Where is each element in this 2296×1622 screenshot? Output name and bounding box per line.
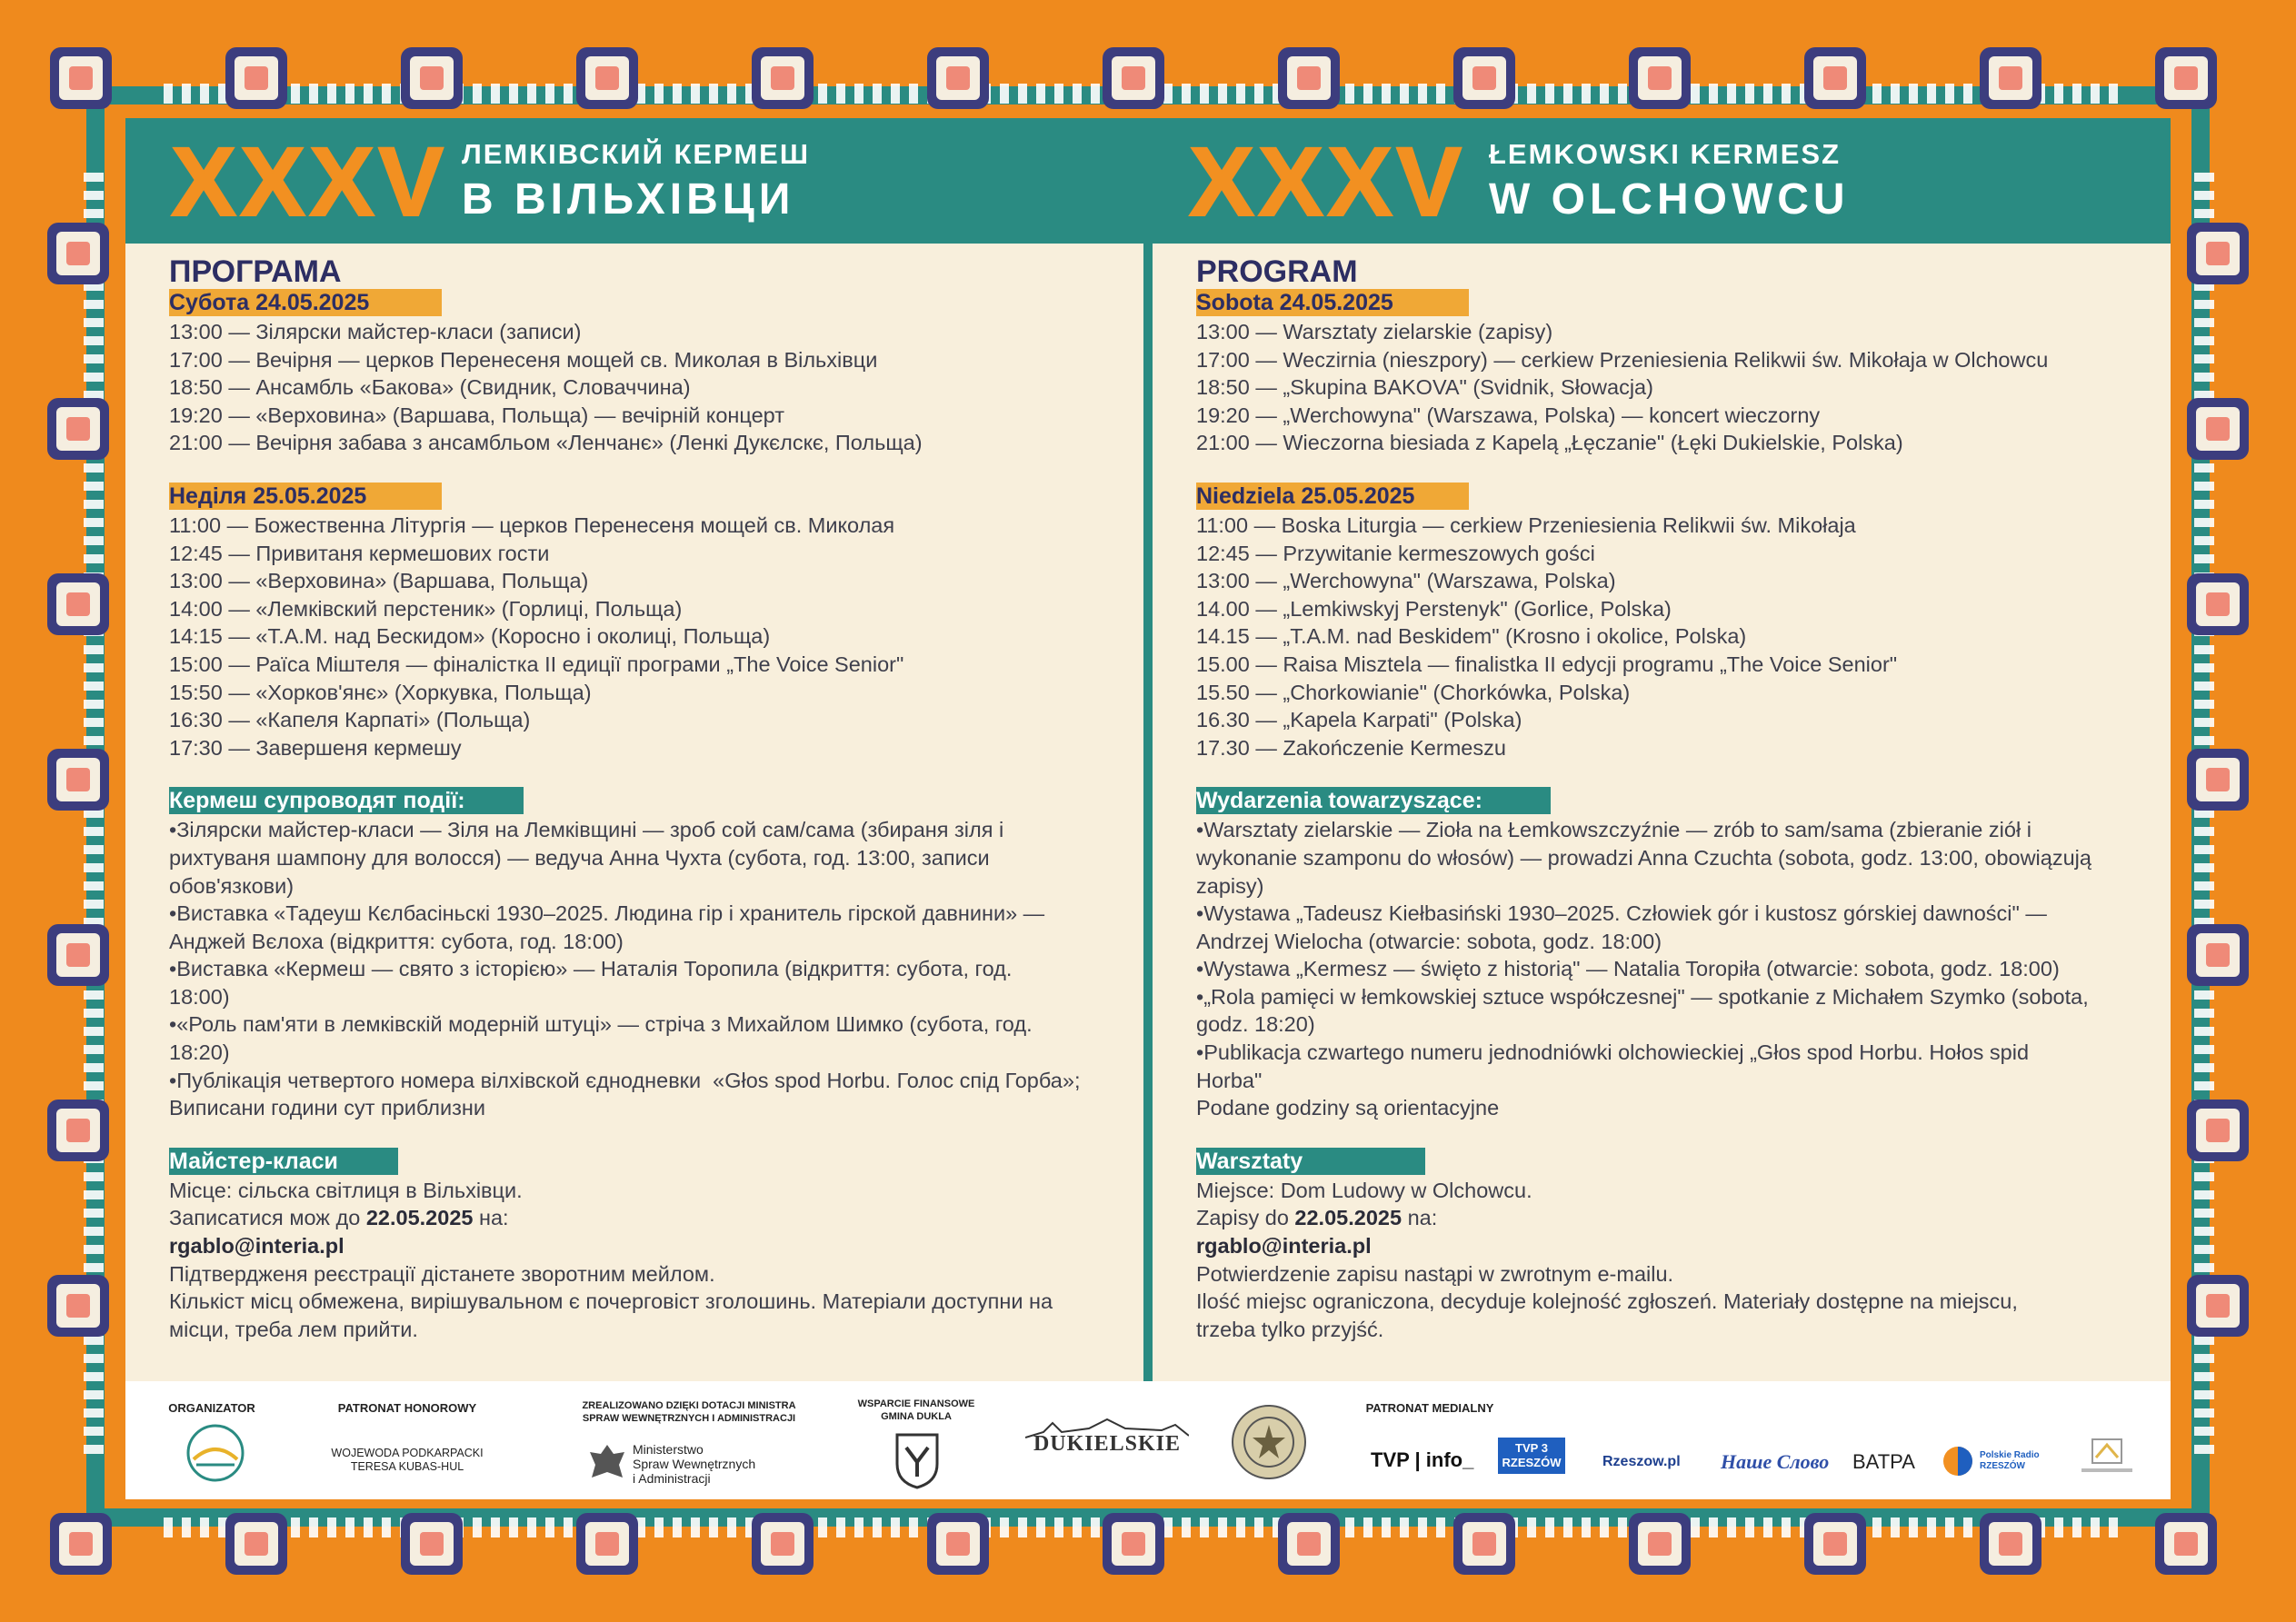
polish-eagle-icon — [586, 1441, 628, 1488]
schedule-item-saturday-left-1: 17:00 — Вечірня — церков Перенесеня мощей св. Миколая в Вільхівци — [169, 347, 878, 372]
schedule-item-sunday-left-0: 11:00 — Божественна Літургія — церков Перенесеня мощей св. Миколая — [169, 512, 895, 537]
border-motif-tile — [2155, 47, 2217, 109]
event-line-right-3: •Wystawa „Tadeusz Kiełbasiński 1930–2025. Człowiek gór i kustosz górskiej dawności" — — [1196, 901, 2047, 926]
events-list-left — [169, 816, 1151, 1122]
media-logo-rzeszow-pl: Rzeszow.pl — [1602, 1454, 1681, 1469]
events-band-right: Wydarzenia towarzyszące: — [1196, 787, 1551, 814]
schedule-item-saturday-right-4: 21:00 — Wieczorna biesiada z Kapelą „Łęczanie" (Łęki Dukielskie, Polska) — [1196, 431, 1903, 455]
event-line-left-6: 18:00) — [169, 984, 230, 1009]
financial-support-line2: GMINA DUKLA — [881, 1411, 952, 1422]
schedule-item-saturday-left-4: 21:00 — Вечірня забава з ансамбльом «Ленчанє» (Ленкі Дукєлскє, Польща) — [169, 431, 923, 455]
schedule-item-sunday-left-6: 15:50 — «Хорков'янє» (Хоркувка, Польща) — [169, 680, 592, 704]
header-numeral-right: XXXV — [1189, 126, 1466, 236]
border-motif-tile — [47, 1100, 109, 1161]
border-motif-tile — [752, 47, 814, 109]
dukla-crest-icon — [893, 1431, 941, 1489]
border-motif-tile — [2187, 1100, 2249, 1161]
schedule-item-sunday-right-1: 12:45 — Przywitanie kermeszowych gości — [1196, 541, 1595, 565]
schedule-item-sunday-right-0: 11:00 — Boska Liturgia — cerkiew Przeniesienia Relikwii św. Mikołaja — [1196, 512, 1856, 537]
schedule-item-sunday-right-2: 13:00 — „Werchowyna" (Warszawa, Polska) — [1196, 569, 1616, 593]
border-motif-tile — [401, 47, 463, 109]
polskie-radio-icon — [1942, 1445, 1974, 1478]
workshop-signup-left: Записатися мож до 22.05.2025 на: — [169, 1206, 509, 1230]
border-motif-tile — [576, 47, 638, 109]
workshop-email-right[interactable]: rgablo@interia.pl — [1196, 1234, 1372, 1259]
workshop-place-right: Miejsce: Dom Ludowy w Olchowcu. — [1196, 1178, 1532, 1202]
schedule-sunday-left — [169, 512, 1151, 761]
schedule-saturday-left — [169, 318, 1151, 457]
border-motif-tile — [2187, 924, 2249, 986]
schedule-item-saturday-left-3: 19:20 — «Верховина» (Варшава, Польща) — вечірній концерт — [169, 403, 784, 427]
event-line-left-7: •«Роль пам'яти в лемківскій модерній штуці» — стріча з Михайлом Шимко (субота, год. — [169, 1012, 1033, 1037]
association-seal-icon — [1230, 1403, 1308, 1481]
event-line-right-5: •Wystawa „Kermesz — święto z historią" — Natalia Toropiła (otwarcie: sobota, godz. 18:00) — [1196, 957, 2060, 981]
financial-support-line1: WSPARCIE FINANSOWE — [857, 1398, 975, 1409]
event-line-right-1: wykonanie szamponu do włosów) — prowadzi Anna Czuchta (sobota, godz. 13:00, obowiązują — [1196, 845, 2091, 870]
schedule-item-sunday-left-2: 13:00 — «Верховина» (Варшава, Польща) — [169, 569, 589, 593]
border-motif-tile — [1278, 47, 1340, 109]
media-logo-nashe-slovo: Наше Слово — [1721, 1450, 1830, 1473]
border-motif-tile — [401, 1513, 463, 1575]
border-motif-tile — [1278, 1513, 1340, 1575]
schedule-item-sunday-left-8: 17:30 — Завершеня кермешу — [169, 735, 462, 760]
border-motif-tile — [47, 924, 109, 986]
honorary-patron-line1: WOJEWODA PODKARPACKI — [331, 1447, 484, 1459]
schedule-item-saturday-right-1: 17:00 — Weczirnia (nieszpory) — cerkiew Przeniesienia Relikwii św. Mikołaja w Olchowcu — [1196, 347, 2049, 372]
honorary-patron-line2: TERESA KUBAS-HUL — [350, 1460, 464, 1473]
border-motif-tile — [1103, 47, 1164, 109]
header-title-left-line1: ЛЕМКІВСКИЙ КЕРМЕШ — [462, 138, 810, 170]
border-motif-tile — [1103, 1513, 1164, 1575]
border-motif-tile — [752, 1513, 814, 1575]
header-right — [1143, 118, 2171, 244]
border-motif-tile — [576, 1513, 638, 1575]
border-motif-tile — [927, 47, 989, 109]
border-motif-tile — [1804, 47, 1866, 109]
day-band-saturday-right: Sobota 24.05.2025 — [1196, 289, 1469, 316]
border-motif-tile — [1629, 1513, 1691, 1575]
workshop-limit-left-2: місци, треба лем прийти. — [169, 1317, 418, 1341]
schedule-saturday-right — [1196, 318, 2178, 457]
header-title-right-line2: W OLCHOWCU — [1489, 175, 1850, 224]
program-heading-left: ПРОГРАМА — [169, 254, 342, 289]
schedule-sunday-right — [1196, 512, 2178, 761]
lemko-center-logo — [2080, 1436, 2134, 1478]
workshop-confirm-left: Підтвердженя реєстрації дістанете зворотним мейлом. — [169, 1261, 715, 1286]
border-motif-tile — [1804, 1513, 1866, 1575]
event-line-right-10: Podane godziny są orientacyjne — [1196, 1096, 1500, 1120]
event-line-left-1: рихтуваня шампону для волосся) — ведуча Анна Чухта (субота, год. 13:00, записи — [169, 845, 990, 870]
schedule-item-sunday-right-4: 14.15 — „T.A.M. nad Beskidem" (Krosno i okolice, Polska) — [1196, 624, 1747, 649]
sponsors-footer — [125, 1381, 2171, 1499]
program-column-left — [169, 254, 1151, 1343]
event-line-left-2: обов'язкови) — [169, 873, 294, 898]
border-motif-tile — [47, 398, 109, 460]
border-motif-tile — [225, 1513, 287, 1575]
border-motif-tile — [2187, 749, 2249, 811]
header-numeral-left: XXXV — [171, 126, 448, 236]
schedule-item-saturday-left-0: 13:00 — Зілярски майстер-класи (записи) — [169, 320, 582, 343]
media-logo-tvp3-rzeszow: TVP 3 RZESZÓW — [1498, 1438, 1565, 1474]
event-line-left-10: Виписани години сут приблизни — [169, 1096, 486, 1120]
poster-panel — [125, 118, 2171, 1499]
schedule-item-saturday-right-3: 19:20 — „Werchowyna" (Warszawa, Polska) — koncert wieczorny — [1196, 403, 1821, 427]
schedule-item-sunday-right-3: 14.00 — „Lemkiwskyj Perstenyk" (Gorlice, Polska) — [1196, 596, 1672, 621]
honorary-patronage-label: PATRONAT HONOROWY — [337, 1401, 477, 1415]
header-title-right-line1: ŁEMKOWSKI KERMESZ — [1489, 138, 1842, 170]
event-line-right-7: godz. 18:20) — [1196, 1012, 1315, 1037]
schedule-item-sunday-left-7: 16:30 — «Капеля Карпаті» (Польща) — [169, 708, 531, 732]
media-logo-tvp-info: TVP | info_ — [1371, 1448, 1474, 1471]
schedule-item-sunday-left-5: 15:00 — Раїса Міштеля — фіналістка II едиції програми „The Voice Senior" — [169, 652, 904, 676]
header-left — [125, 118, 1143, 244]
event-line-right-2: zapisy) — [1196, 873, 1264, 898]
workshop-confirm-right: Potwierdzenie zapisu nastąpi w zwrotnym e-mailu. — [1196, 1261, 1674, 1286]
organizer-label: ORGANIZATOR — [168, 1401, 255, 1415]
media-logo-polskie-radio: Polskie Radio RZESZÓW — [1980, 1450, 2040, 1471]
workshop-place-left: Місце: сільска світлиця в Вільхівци. — [169, 1178, 523, 1202]
border-motif-tile — [2187, 1275, 2249, 1337]
schedule-item-sunday-left-1: 12:45 — Привитаня кермешових гости — [169, 541, 550, 565]
border-motif-tile — [50, 47, 112, 109]
event-line-left-3: •Виставка «Тадеуш Кєлбасіньскі 1930–2025. Людина гір і хранитель гірской давнини» — — [169, 901, 1045, 926]
event-line-left-8: 18:20) — [169, 1040, 230, 1065]
workshops-band-left: Майстер-класи — [169, 1148, 398, 1175]
workshop-limit-right-2: trzeba tylko przyjść. — [1196, 1317, 1384, 1341]
dukla-skyline-icon — [1025, 1416, 1189, 1439]
schedule-item-sunday-left-3: 14:00 — «Лемківский перстеник» (Горлиці, Польща) — [169, 596, 683, 621]
border-motif-tile — [47, 1275, 109, 1337]
workshop-signup-right: Zapisy do 22.05.2025 na: — [1196, 1206, 1438, 1230]
organizer-logo — [180, 1421, 251, 1485]
event-line-right-6: •„Rola pamięci w łemkowskiej sztuce współczesnej" — spotkanie z Michałem Szymko (sobota, — [1196, 984, 2089, 1009]
ministry-line1: Ministerstwo — [633, 1442, 704, 1457]
schedule-item-sunday-right-5: 15.00 — Raisa Misztela — finalistka II edycji programu „The Voice Senior" — [1196, 652, 1898, 676]
media-patronage-label: PATRONAT MEDIALNY — [1365, 1401, 1494, 1415]
border-motif-tile — [47, 223, 109, 284]
event-line-left-0: •Зілярски майстер-класи — Зіля на Лемківщині — зроб сой сам/сама (збираня зіля і — [169, 818, 1004, 842]
border-motif-tile — [50, 1513, 112, 1575]
events-band-left: Кермеш супроводят події: — [169, 787, 524, 814]
border-motif-tile — [927, 1513, 989, 1575]
border-motif-tile — [2187, 573, 2249, 635]
header-title-left-line2: В ВІЛЬХІВЦИ — [462, 175, 795, 224]
border-motif-tile — [1453, 1513, 1515, 1575]
day-band-sunday-right: Niedziela 25.05.2025 — [1196, 483, 1469, 510]
border-motif-tile — [47, 749, 109, 811]
workshops-band-right: Warsztaty — [1196, 1148, 1425, 1175]
schedule-item-sunday-right-6: 15.50 — „Chorkowianie" (Chorkówka, Polska) — [1196, 680, 1631, 704]
border-motif-tile — [2155, 1513, 2217, 1575]
event-line-right-0: •Warsztaty zielarskie — Zioła na Łemkowszczyźnie — zrób to sam/sama (zbieranie ziół i — [1196, 818, 2031, 842]
workshop-email-left[interactable]: rgablo@interia.pl — [169, 1234, 344, 1259]
ministry-line3: i Administracji — [633, 1471, 711, 1486]
funding-note-line1: ZREALIZOWANO DZIĘKI DOTACJI MINISTRA — [582, 1400, 796, 1411]
border-motif-tile — [2187, 223, 2249, 284]
border-motif-tile — [2187, 398, 2249, 460]
event-line-left-5: •Виставка «Кермеш — свято з історією» — Наталія Торопила (відкриття: субота, год. — [169, 957, 1013, 981]
program-heading-right: PROGRAM — [1196, 254, 1358, 289]
workshop-limit-left-1: Кількіст місц обмежена, вирішувальном є почерговіст зголошинь. Матеріали доступни на — [169, 1289, 1053, 1314]
events-list-right — [1196, 816, 2178, 1122]
schedule-item-saturday-left-2: 18:50 — Ансамбль «Бакова» (Свидник, Словаччина) — [169, 375, 691, 400]
schedule-item-sunday-right-7: 16.30 — „Kapela Karpati" (Polska) — [1196, 708, 1522, 732]
day-band-saturday-left: Субота 24.05.2025 — [169, 289, 442, 316]
event-line-left-4: Анджей Вєлоха (відкриття: субота, год. 18:00) — [169, 929, 624, 953]
schedule-item-saturday-right-0: 13:00 — Warsztaty zielarskie (zapisy) — [1196, 320, 1553, 343]
border-motif-tile — [1980, 47, 2041, 109]
workshop-limit-right-1: Ilość miejsc ograniczona, decyduje kolejność zgłoszeń. Materiały dostępne na miejscu, — [1196, 1289, 2018, 1314]
program-column-right — [1196, 254, 2178, 1343]
schedule-item-sunday-right-8: 17.30 — Zakończenie Kermeszu — [1196, 735, 1506, 760]
event-line-right-4: Andrzej Wielocha (otwarcie: sobota, godz. 18:00) — [1196, 929, 1662, 953]
funding-note-line2: SPRAW WEWNĘTRZNYCH I ADMINISTRACJI — [582, 1413, 796, 1424]
border-motif-tile — [47, 573, 109, 635]
event-line-right-9: Horba" — [1196, 1068, 1263, 1092]
event-line-left-9: •Публікація четвертого номера вілхівской єднодневки «Głos spod Horbu. Голос спід Горба»; — [169, 1068, 1081, 1092]
border-motif-tile — [1629, 47, 1691, 109]
event-line-right-8: •Publikacja czwartego numeru jednodniówki olchowieckiej „Głos spod Horbu. Hołos spid — [1196, 1040, 2030, 1065]
border-motif-tile — [225, 47, 287, 109]
schedule-item-saturday-right-2: 18:50 — „Skupina BAKOVA" (Svidnik, Słowacja) — [1196, 375, 1653, 400]
media-logo-vatra: BATPA — [1852, 1450, 1915, 1473]
schedule-item-sunday-left-4: 14:15 — «Т.А.М. над Бескидом» (Коросно і околиці, Польща) — [169, 624, 771, 649]
dukielskie-logo: DUKIELSKIE — [1033, 1432, 1182, 1456]
border-motif-tile — [1453, 47, 1515, 109]
day-band-sunday-left: Неділя 25.05.2025 — [169, 483, 442, 510]
ministry-line2: Spraw Wewnętrznych — [633, 1457, 756, 1471]
border-motif-tile — [1980, 1513, 2041, 1575]
